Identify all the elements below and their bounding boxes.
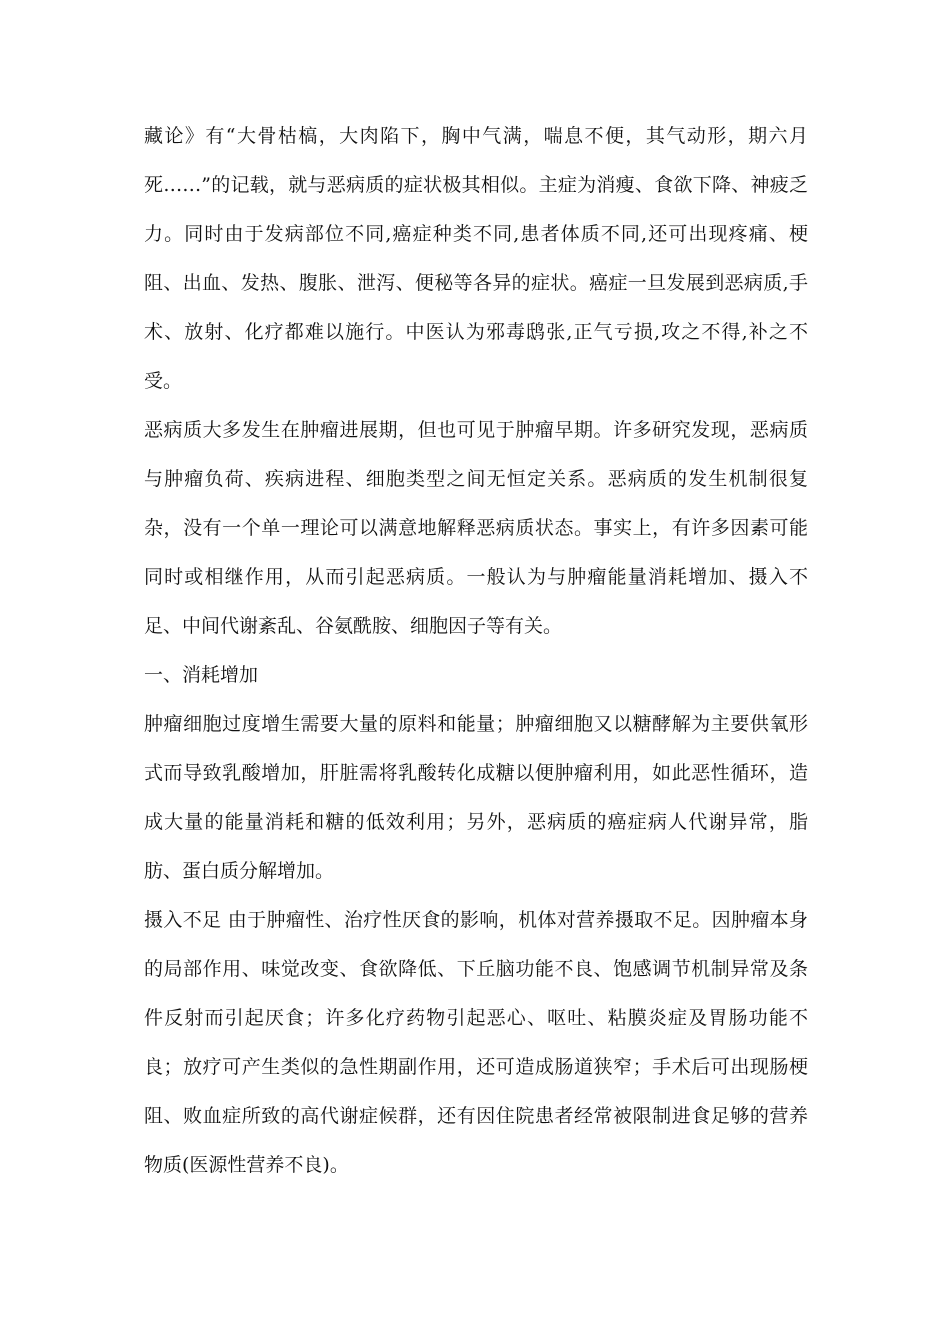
- document-body: [144, 112, 808, 1190]
- section-heading-consumption: 一、消耗增加: [144, 664, 259, 686]
- paragraph-cachexia-mechanism: 恶病质大多发生在肿瘤进展期，但也可见于肿瘤早期。许多研究发现，恶病质与肿瘤负荷、疾病进程、细胞类型之间无恒定关系。恶病质的发生机制很复杂，没有一个单一理论可以满意地解释恶病质状态。事实上，有许多因素可能同时或相继作用，从而引起恶病质。一般认为与肿瘤能量消耗增加、摄入不足、中间代谢紊乱、谷氨酰胺、细胞因子等有关。: [144, 419, 808, 637]
- paragraph-insufficient-intake: 摄入不足 由于肿瘤性、治疗性厌食的影响，机体对营养摄取不足。因肿瘤本身的局部作用、味觉改变、食欲降低、下丘脑功能不良、饱感调节机制异常及条件反射而引起厌食；许多化疗药物引起恶心、呕吐、粘膜炎症及胃肠功能不良；放疗可产生类似的急性期副作用，还可造成肠道狭窄；手术后可出现肠梗阻、败血症所致的高代谢症候群，还有因住院患者经常被限制进食足够的营养物质(医源性营养不良)。: [144, 909, 808, 1176]
- paragraph-energy-consumption: 肿瘤细胞过度增生需要大量的原料和能量；肿瘤细胞又以糖酵解为主要供氧形式而导致乳酸增加，肝脏需将乳酸转化成糖以便肿瘤利用，如此恶性循环，造成大量的能量消耗和糖的低效利用；另外，恶病质的癌症病人代谢异常，脂肪、蛋白质分解增加。: [144, 713, 808, 882]
- paragraph-cachexia-tcm: 藏论》有“大骨枯槁，大肉陷下，胸中气满，喘息不便，其气动形，期六月死……”的记载，就与恶病质的症状极其相似。主症为消瘦、食欲下降、神疲乏力。同时由于发病部位不同,癌症种类不同,患者体质不同,还可出现疼痛、梗阻、出血、发热、腹胀、泄泻、便秘等各异的症状。癌症一旦发展到恶病质,手术、放射、化疗都难以施行。中医认为邪毒鸱张,正气亏损,攻之不得,补之不受。: [144, 125, 808, 392]
